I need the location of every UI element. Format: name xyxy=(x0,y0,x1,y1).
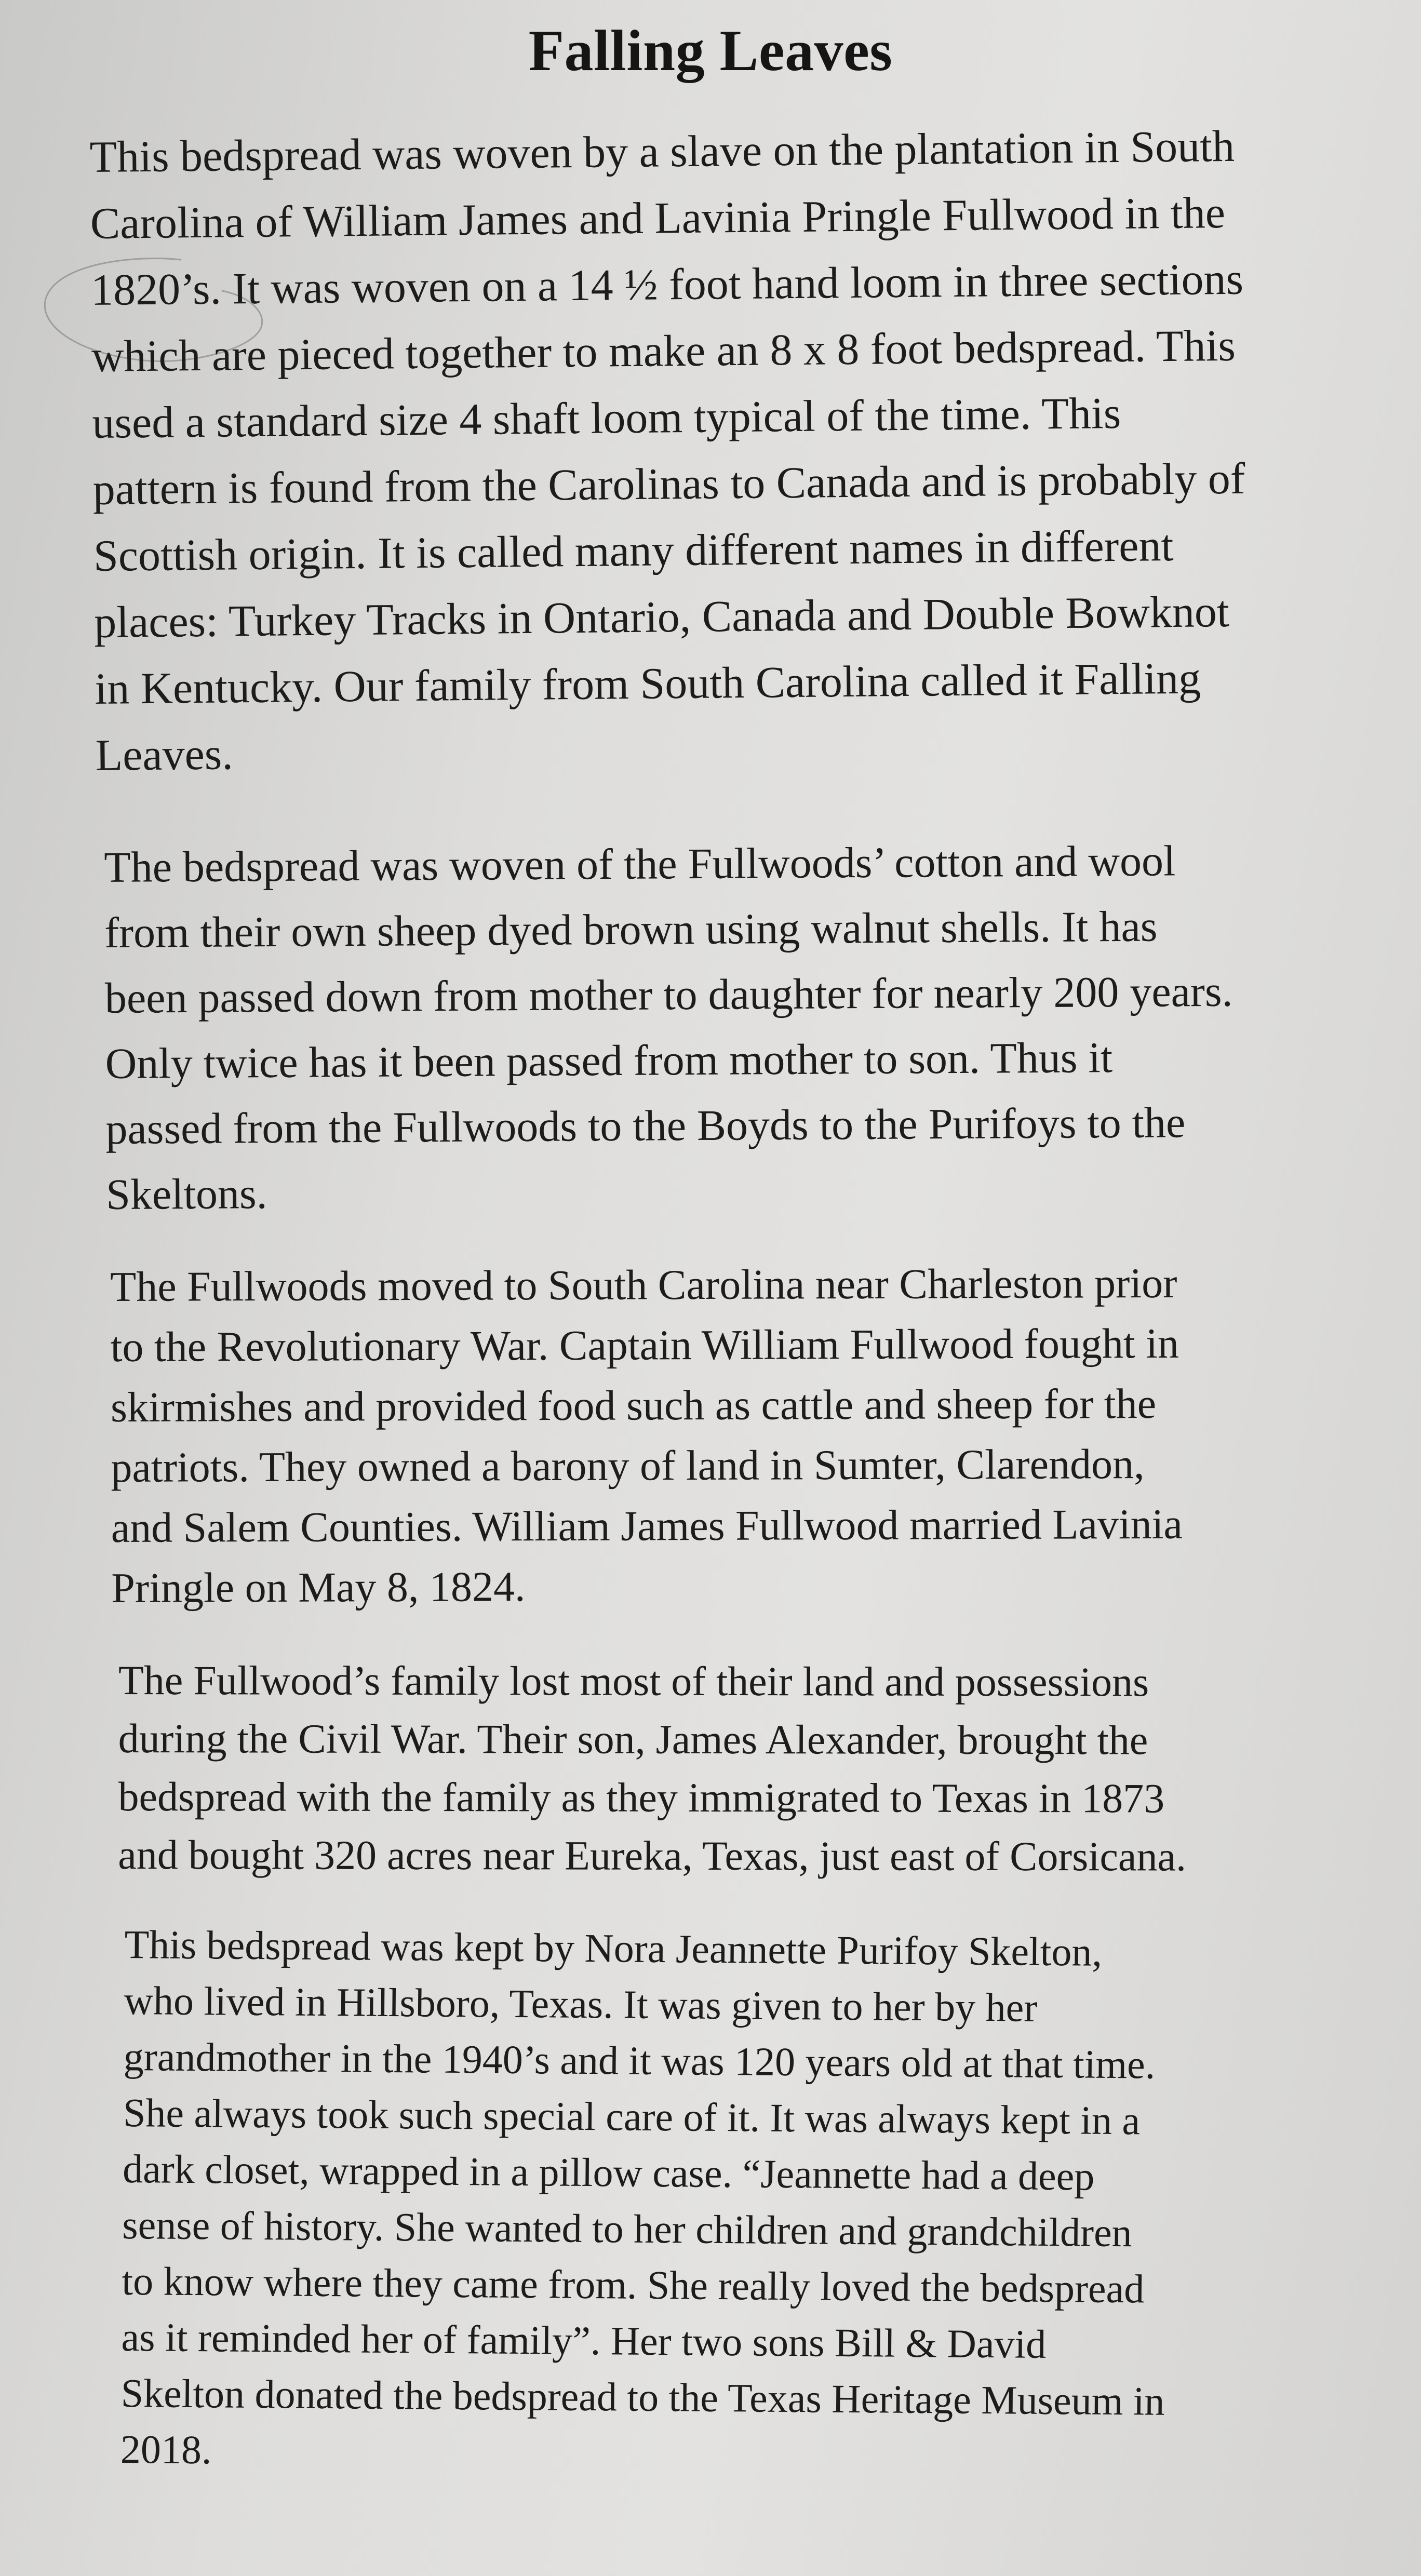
text-line: sense of history. She wanted to her children and grandchildren xyxy=(122,2202,1132,2256)
text-line: Leaves. xyxy=(95,729,234,780)
paragraph-history xyxy=(110,1253,1183,1618)
text-line: to the Revolutionary War. Captain William Fullwood fought in xyxy=(110,1319,1179,1371)
paragraph-donation xyxy=(120,1916,1169,2486)
text-line: grandmother in the 1940’s and it was 120 years old at that time. xyxy=(123,2033,1156,2087)
paragraph-civil-war xyxy=(118,1652,1186,1886)
text-line: which are pieced together to make an 8 x 8 foot bedspread. This xyxy=(91,320,1236,381)
paragraph-origin xyxy=(89,113,1248,788)
text-line: The Fullwood’s family lost most of their land and possessions xyxy=(118,1658,1149,1706)
text-line: dark closet, wrapped in a pillow case. “Jeannette had a deep xyxy=(122,2145,1095,2199)
text-line: bedspread with the family as they immigrated to Texas in 1873 xyxy=(118,1774,1165,1822)
text-line: The Fullwoods moved to South Carolina near Charleston prior xyxy=(110,1259,1177,1310)
text-line: patriots. They owned a barony of land in Sumter, Clarendon, xyxy=(111,1440,1145,1491)
text-line: who lived in Hillsboro, Texas. It was given to her by her xyxy=(124,1977,1038,2030)
text-line: Skeltons. xyxy=(105,1170,267,1219)
text-line: to know where they came from. She really loved the bedspread xyxy=(122,2258,1145,2312)
text-line: in Kentucky. Our family from South Carolina called it Falling xyxy=(94,653,1201,714)
text-line: and bought 320 acres near Eureka, Texas, just east of Corsicana. xyxy=(118,1832,1187,1880)
text-line: 1820’s. It was woven on a 14 ½ foot hand loom in three sections xyxy=(90,253,1244,315)
text-line: The bedspread was woven of the Fullwoods’ cotton and wool xyxy=(104,837,1176,892)
text-line: passed from the Fullwoods to the Boyds to the Purifoys to the xyxy=(105,1098,1186,1153)
text-line: places: Turkey Tracks in Ontario, Canada and Double Bowknot xyxy=(93,586,1230,647)
text-line: during the Civil War. Their son, James Alexander, brought the xyxy=(118,1715,1148,1764)
text-line: from their own sheep dyed brown using walnut shells. It has xyxy=(104,902,1158,957)
placard-title: Falling Leaves xyxy=(528,19,893,83)
text-line: used a standard size 4 shaft loom typical of the time. This xyxy=(92,387,1121,448)
text-line: Pringle on May 8, 1824. xyxy=(111,1563,526,1612)
text-line: She always took such special care of it. It was always kept in a xyxy=(123,2089,1141,2143)
text-line: skirmishes and provided food such as cattle and sheep for the xyxy=(110,1379,1157,1431)
text-line: and Salem Counties. William James Fullwood married Lavinia xyxy=(111,1500,1183,1551)
text-line: been passed down from mother to daughter for nearly 200 years. xyxy=(104,967,1233,1023)
text-line: Only twice has it been passed from mother to son. Thus it xyxy=(105,1034,1113,1088)
text-line: as it reminded her of family”. Her two sons Bill & David xyxy=(121,2314,1047,2367)
text-line: Carolina of William James and Lavinia Pringle Fullwood in the xyxy=(90,187,1226,248)
text-line: Scottish origin. It is called many different names in different xyxy=(93,520,1174,581)
text-line: 2018. xyxy=(120,2426,212,2473)
text-line: This bedspread was kept by Nora Jeannette Purifoy Skelton, xyxy=(124,1921,1103,1975)
paragraph-materials xyxy=(104,828,1234,1228)
text-line: Skelton donated the bedspread to the Texas Heritage Museum in xyxy=(120,2370,1165,2424)
text-line: This bedspread was woven by a slave on the plantation in South xyxy=(89,120,1235,182)
text-line: pattern is found from the Carolinas to Canada and is probably of xyxy=(92,453,1245,514)
